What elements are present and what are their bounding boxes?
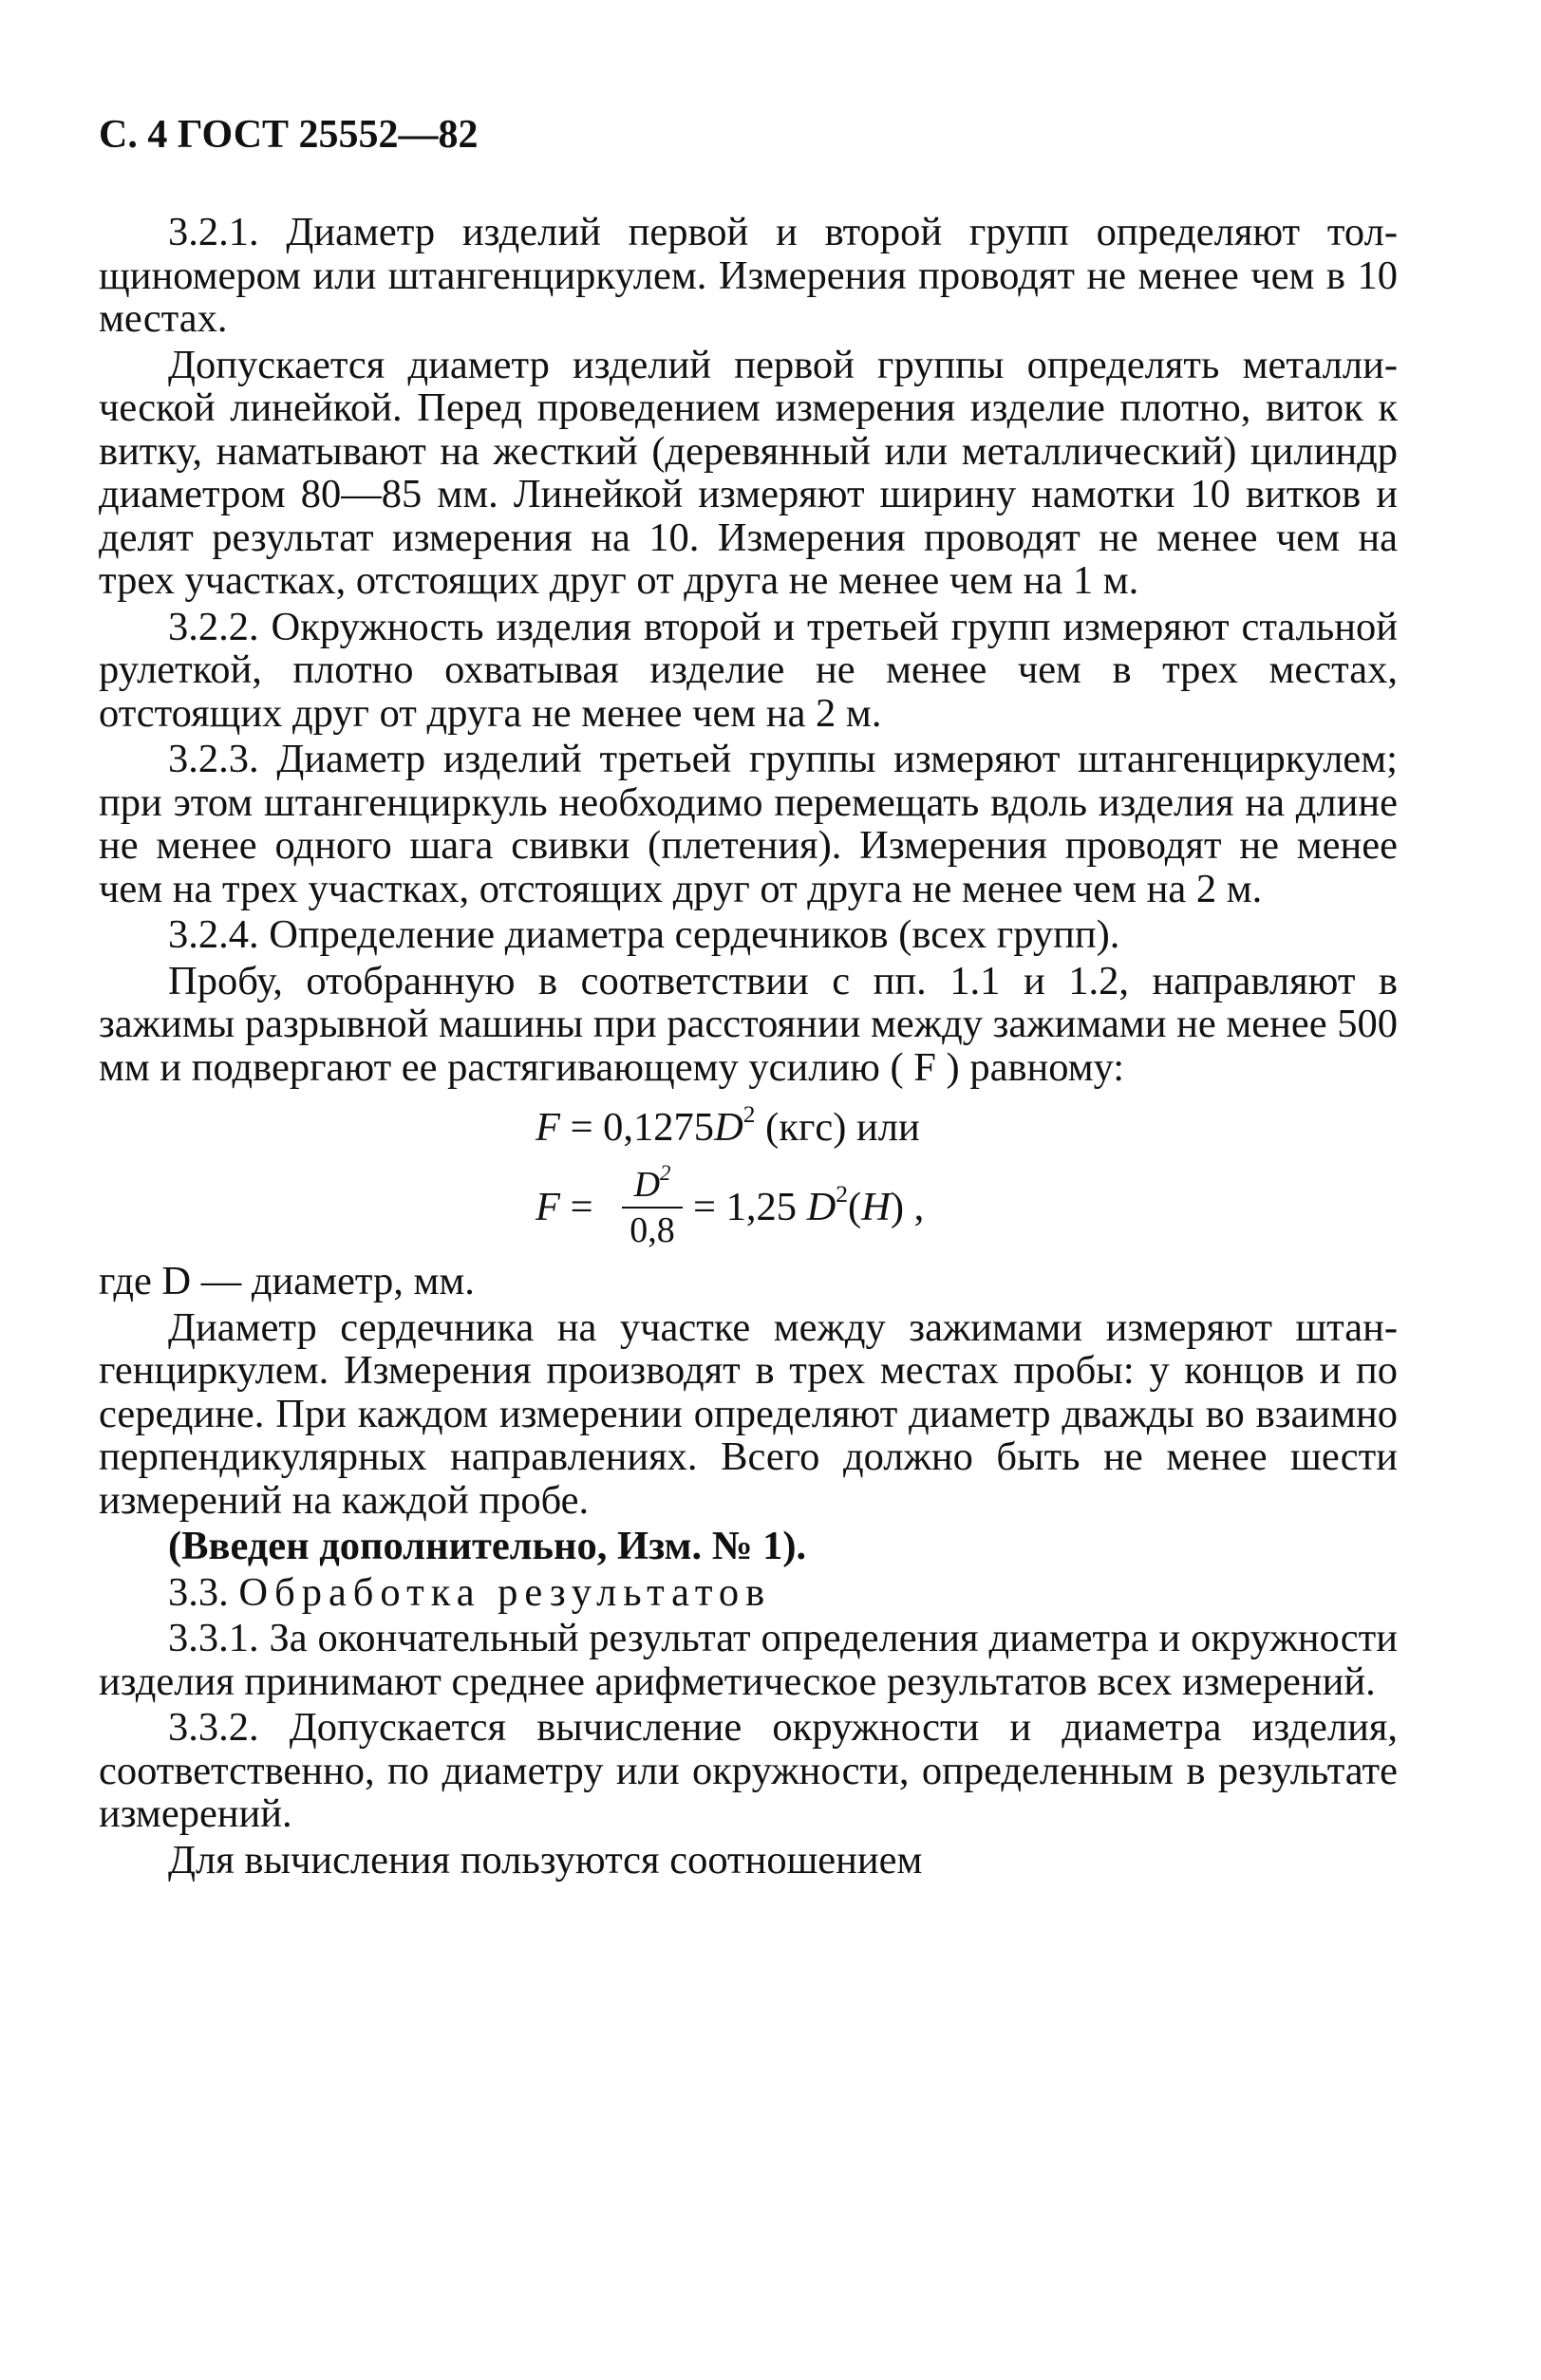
formula1-eq: = 0,1275 [559, 1105, 715, 1150]
formula2-eq: = [559, 1185, 593, 1229]
paragraph-calculation: Для вычисления пользуются соотношением [168, 1837, 923, 1883]
formula2-rhs-exp: 2 [836, 1179, 849, 1208]
paragraph-3-3-1: 3.3.1. За окончательный результат определения диаметра и окружности изделия принимают среднее арифметическое результатов всех измерений. [99, 1616, 1398, 1704]
formula-force-newton [99, 1160, 1398, 1254]
formula2-fraction [618, 1160, 686, 1250]
formula2-tail: ) , [890, 1185, 925, 1229]
document-body [99, 211, 1398, 1884]
formula-force-kgf [99, 1099, 1398, 1157]
paragraph-sample-clamps: Пробу, отобранную в соответствии с пп. 1.1 и 1.2, направляют в зажимы разрывной машины при расстоянии между зажимами не менее 500 мм и подвергают ее растягивающему усилию ( F ) равному: [99, 958, 1398, 1090]
formula2-rhs-eq: = 1,25 [693, 1185, 807, 1229]
fraction-bar [622, 1207, 683, 1209]
section-heading-3-3 [99, 1571, 1398, 1615]
formula2-num-var: D [633, 1165, 661, 1205]
paragraph-3-2-3: 3.2.3. Диаметр изделий третьей группы измеряют штангенциркулем; при этом штангенциркуль необходимо перемещать вдоль изделия на длине не менее одного шага свивки (плетения). Измерения проводят не менее чем на трех участках, отстоящих друг от друга не менее чем на 2 м. [99, 737, 1398, 911]
paragraph-metal-ruler: Допускается диаметр изделий первой группы определять металлической линейкой. Перед проведением измерения изделие плотно, виток к витку, наматывают на жесткий (деревянный или металлический) цилиндр диаметром 80—85 мм. Линейкой измеряют ширину намотки 10 витков и делят результат измерения на 10. Измерения проводят не менее чем на трех участках, отстоящих друг от друга не менее чем на 1 м. [99, 342, 1398, 603]
formula2-den: 0,8 [630, 1210, 675, 1250]
formula1-tail: (кгс) или [755, 1105, 920, 1150]
section-number: 3.3. [168, 1569, 229, 1615]
paragraph-where-d: где D — диаметр, мм. [99, 1259, 475, 1303]
formula2-var: F [536, 1185, 560, 1229]
formula2-paren-open: ( [848, 1185, 862, 1229]
formula1-var: F [536, 1105, 560, 1150]
formula2-rhs-d: D [806, 1185, 836, 1229]
formula1-exp: 2 [742, 1099, 756, 1128]
paragraph-3-2-1: 3.2.1. Диаметр изделий первой и второй групп определяют толщиномером или штангенциркулем. Измерения проводят не менее чем в 10 местах. [99, 210, 1398, 341]
formula2-num-exp: 2 [660, 1160, 671, 1185]
formula1-d: D [714, 1105, 743, 1150]
paragraph-3-2-2: 3.2.2. Окружность изделия второй и третьей групп измеряют стальной рулеткой, плотно охватывая изделие не менее чем в трех местах, отстоящих друг от друга не менее чем на 2 м. [99, 604, 1398, 736]
paragraph-core-diameter: Диаметр сердечника на участке между зажимами измеряют штангенциркулем. Измерения производят в трех местах пробы: у концов и по середине. При каждом измерении определяют диаметр дважды во взаимно перпендикулярных направлениях. Всего должно быть не менее шести измерений на каждой пробе. [99, 1304, 1398, 1523]
formula2-unit: H [861, 1185, 891, 1229]
paragraph-amendment-note: (Введен дополнительно, Изм. № 1). [168, 1524, 807, 1568]
page-header: С. 4 ГОСТ 25552—82 [99, 113, 479, 157]
section-title: Обработка результатов [238, 1569, 772, 1615]
paragraph-3-3-2: 3.3.2. Допускается вычисление окружности и диаметра изделия, соответственно, по диаметру или окружности, определенным в результате измерений. [99, 1705, 1398, 1836]
paragraph-3-2-4: 3.2.4. Определение диаметра сердечников (всех групп). [168, 912, 1120, 957]
